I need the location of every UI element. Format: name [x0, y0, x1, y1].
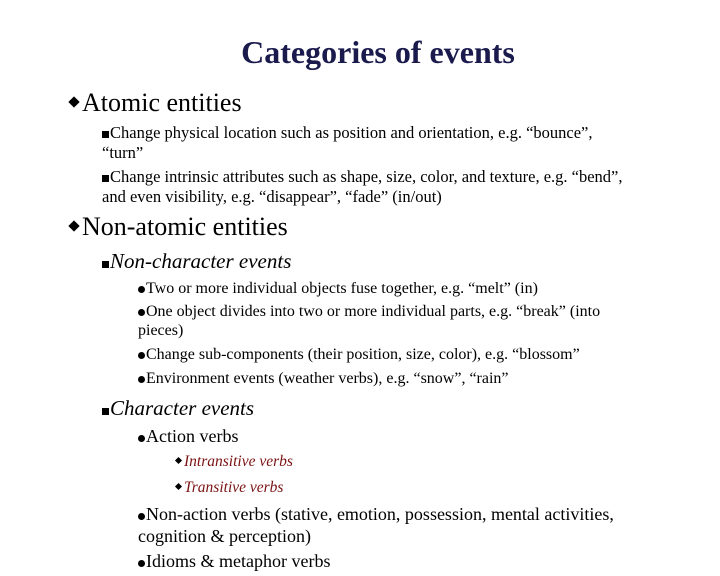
square-bullet-icon: [102, 261, 109, 268]
character-item-idioms: Idioms & metaphor verbs: [138, 550, 330, 572]
character-item-action-verbs: Action verbs: [138, 425, 238, 447]
heading-atomic-entities: Atomic entities: [70, 88, 242, 118]
round-bullet-icon: [138, 435, 145, 442]
action-sub-transitive: Transitive verbs: [176, 478, 283, 498]
round-bullet-icon: [138, 376, 145, 383]
round-bullet-icon: [138, 352, 145, 359]
square-bullet-icon: [102, 175, 109, 182]
atomic-item-attributes: Change intrinsic attributes such as shape, size, color, and texture, e.g. “bend”,: [102, 167, 623, 187]
noncharacter-item-fuse: Two or more individual objects fuse together, e.g. “melt” (in): [138, 279, 538, 299]
heading-non-character-events: Non-character events: [102, 249, 291, 273]
diamond-bullet-icon: [68, 96, 79, 107]
character-item-non-action-verbs-cont: cognition & perception): [138, 526, 311, 546]
diamond-bullet-icon: [175, 457, 182, 464]
round-bullet-icon: [138, 513, 145, 520]
heading-non-atomic-entities: Non-atomic entities: [70, 212, 288, 242]
round-bullet-icon: [138, 309, 145, 316]
action-sub-intransitive: Intransitive verbs: [176, 452, 293, 472]
character-item-non-action-verbs: Non-action verbs (stative, emotion, possession, mental activities,: [138, 503, 614, 525]
round-bullet-icon: [138, 560, 145, 567]
atomic-item-attributes-cont: and even visibility, e.g. “disappear”, “fade” (in/out): [102, 187, 442, 206]
noncharacter-item-divide: One object divides into two or more individual parts, e.g. “break” (into: [138, 302, 600, 322]
diamond-bullet-icon: [175, 483, 182, 490]
atomic-item-location: Change physical location such as position and orientation, e.g. “bounce”,: [102, 123, 593, 143]
heading-character-events: Character events: [102, 396, 254, 420]
round-bullet-icon: [138, 286, 145, 293]
noncharacter-item-environment: Environment events (weather verbs), e.g. “snow”, “rain”: [138, 369, 509, 389]
diamond-bullet-icon: [68, 220, 79, 231]
square-bullet-icon: [102, 131, 109, 138]
noncharacter-item-subcomponents: Change sub-components (their position, size, color), e.g. “blossom”: [138, 345, 580, 365]
noncharacter-item-divide-cont: pieces): [138, 322, 184, 339]
square-bullet-icon: [102, 408, 109, 415]
atomic-item-location-cont: “turn”: [102, 143, 144, 162]
slide-title: Categories of events: [241, 34, 515, 70]
